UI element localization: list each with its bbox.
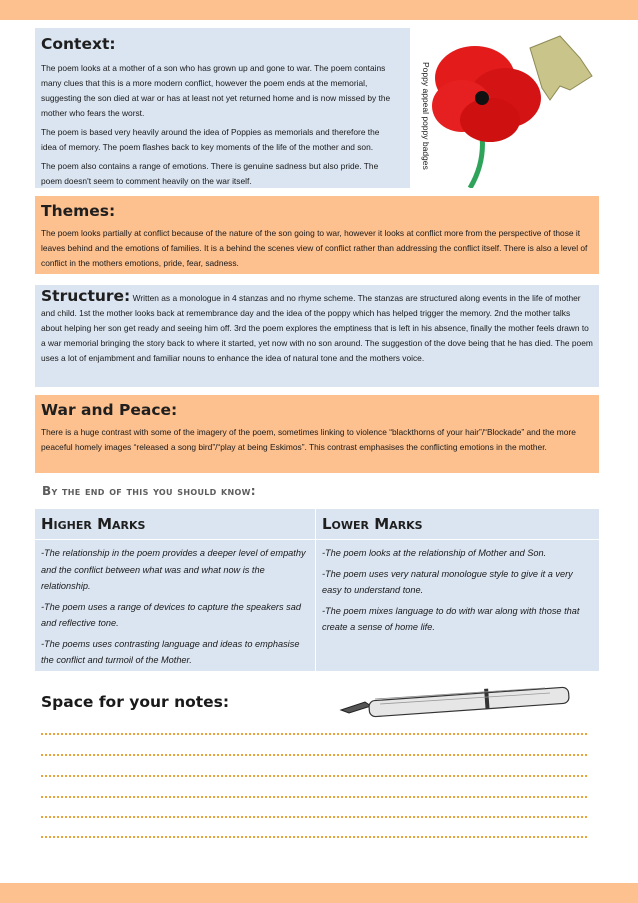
poppy-caption: Poppy appeal poppy badges bbox=[421, 62, 431, 170]
themes-heading: Themes: bbox=[41, 202, 116, 220]
poppy-image bbox=[410, 28, 599, 188]
poppy-icon bbox=[410, 28, 599, 188]
top-band bbox=[0, 0, 638, 20]
bottom-band bbox=[0, 883, 638, 903]
list-item: -The relationship in the poem provides a deeper level of empathy and the conflict between what was and what now is the relationship. bbox=[41, 548, 306, 591]
context-paragraph: The poem is based very heavily around the idea of Poppies as memorials and therefore the idea of memory. The poem flashes back to key moments of the life of the mother and son. bbox=[41, 127, 380, 152]
list-item: -The poem mixes language to do with war along with those that create a sense of home life. bbox=[322, 605, 580, 632]
know-heading: By the end of this you should know: bbox=[42, 484, 256, 498]
notes-line bbox=[41, 836, 587, 838]
context-heading: Context: bbox=[41, 35, 116, 53]
list-item: -The poem looks at the relationship of Mother and Son. bbox=[322, 548, 547, 558]
war-and-peace-text: There is a huge contrast with some of the imagery of the poem, sometimes linking to violence “blackthorns of your hair”/“Blockade” and the more peaceful homely images “released a song bird”/“play at being Eskimos”. This contrast emphasises the conflicting emotions in the mother. bbox=[41, 427, 576, 452]
context-text bbox=[41, 35, 391, 189]
notes-line bbox=[41, 775, 587, 777]
lower-marks-column bbox=[316, 509, 599, 671]
marks-table bbox=[35, 509, 599, 671]
context-paragraph: The poem also contains a range of emotions. There is genuine sadness but also pride. The poem doesn't seem to comment heavily on the war itself. bbox=[41, 161, 379, 186]
themes-text: The poem looks partially at conflict because of the nature of the son going to war, however it looks at conflict more from the perspective of those it leaves behind and the emotions of families. It is a behind the scenes view of conflict rather than addressing the conflict itself. There is also a level of conflict in the mothers emotions, pride, fear, sadness. bbox=[41, 228, 588, 268]
structure-section bbox=[35, 285, 599, 387]
notes-line bbox=[41, 796, 587, 798]
list-item: -The poems uses contrasting language and ideas to emphasise the conflict and turmoil of the Mother. bbox=[41, 638, 300, 665]
higher-marks-heading: Higher Marks bbox=[41, 515, 146, 533]
lower-marks-heading: Lower Marks bbox=[322, 515, 423, 533]
pen-icon bbox=[335, 682, 585, 722]
notes-line bbox=[41, 816, 587, 818]
context-paragraph: The poem looks at a mother of a son who has grown up and gone to war. The poem contains many clues that this is a more modern conflict, however the poem ends at the memorial, suggesting the son died at war or has at least not yet returned home and is now missed by the mother who fears the worst. bbox=[41, 63, 391, 118]
notes-line bbox=[41, 754, 587, 756]
list-item: -The poem uses a range of devices to capture the speakers sad and reflective tone. bbox=[41, 601, 301, 628]
structure-text: Written as a monologue in 4 stanzas and no rhyme scheme. The stanzas are structured along events in the life of mother and child. 1st the mother looks back at remembrance day and the idea of the poppy which has helped trigger the memory. 2nd the mother talks about helping her son get ready and seeing him off. 3rd the poem explores the emptiness that is left in his absence, finally the mother feels drawn to a war memorial bringing the story back to where it started, yet now with no son around. The suggestion of the dove being that he has died. The poem uses a lot of enjambment and familiar nouns to enhance the idea of natural tone and the mothers voice. bbox=[41, 293, 593, 363]
higher-marks-column bbox=[35, 509, 316, 671]
notes-heading: Space for your notes: bbox=[41, 693, 230, 711]
war-and-peace-heading: War and Peace: bbox=[41, 401, 178, 419]
themes-section bbox=[35, 196, 599, 274]
war-and-peace-section bbox=[35, 395, 599, 473]
structure-heading: Structure: bbox=[41, 287, 131, 305]
list-item: -The poem uses very natural monologue style to give it a very easy to understand tone. bbox=[322, 568, 573, 595]
notes-line bbox=[41, 733, 587, 735]
context-section bbox=[35, 28, 599, 188]
